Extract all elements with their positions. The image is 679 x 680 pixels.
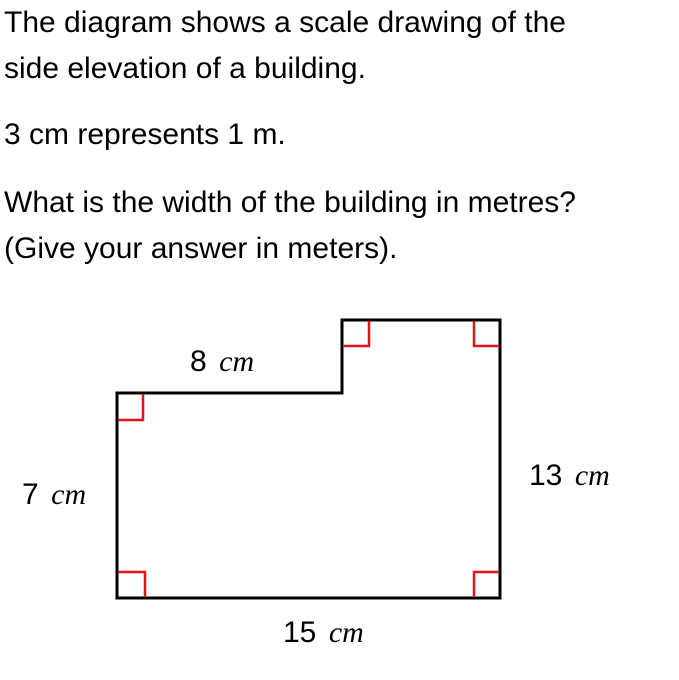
building-outline [117, 320, 500, 598]
question-line-1: The diagram shows a scale drawing of the [4, 6, 566, 39]
label-bottom-unit: cm [328, 616, 364, 649]
label-right-height [529, 459, 610, 492]
label-bottom-value: 15 [283, 616, 317, 649]
question-ask: What is the width of the building in metres? [4, 186, 576, 219]
label-left-height [22, 478, 86, 511]
right-angle-mark-top-left-lower [118, 394, 143, 420]
label-right-value: 13 [529, 459, 563, 492]
label-left-unit: cm [51, 478, 87, 511]
right-angle-mark-step-top [343, 321, 369, 346]
label-right-unit: cm [574, 459, 610, 492]
answer-instruction: (Give your answer in meters). [4, 232, 398, 265]
question-line-2: side elevation of a building. [4, 52, 366, 85]
scale-statement: 3 cm represents 1 m. [4, 118, 286, 151]
label-bottom-width [283, 616, 364, 649]
label-top-length [190, 345, 254, 378]
right-angle-mark-top-right [474, 321, 499, 346]
right-angle-markers [118, 321, 499, 597]
label-top-unit: cm [219, 345, 255, 378]
label-top-value: 8 [190, 345, 207, 378]
label-left-value: 7 [22, 478, 39, 511]
right-angle-mark-bottom-left [118, 572, 145, 597]
right-angle-mark-bottom-right [474, 572, 499, 597]
